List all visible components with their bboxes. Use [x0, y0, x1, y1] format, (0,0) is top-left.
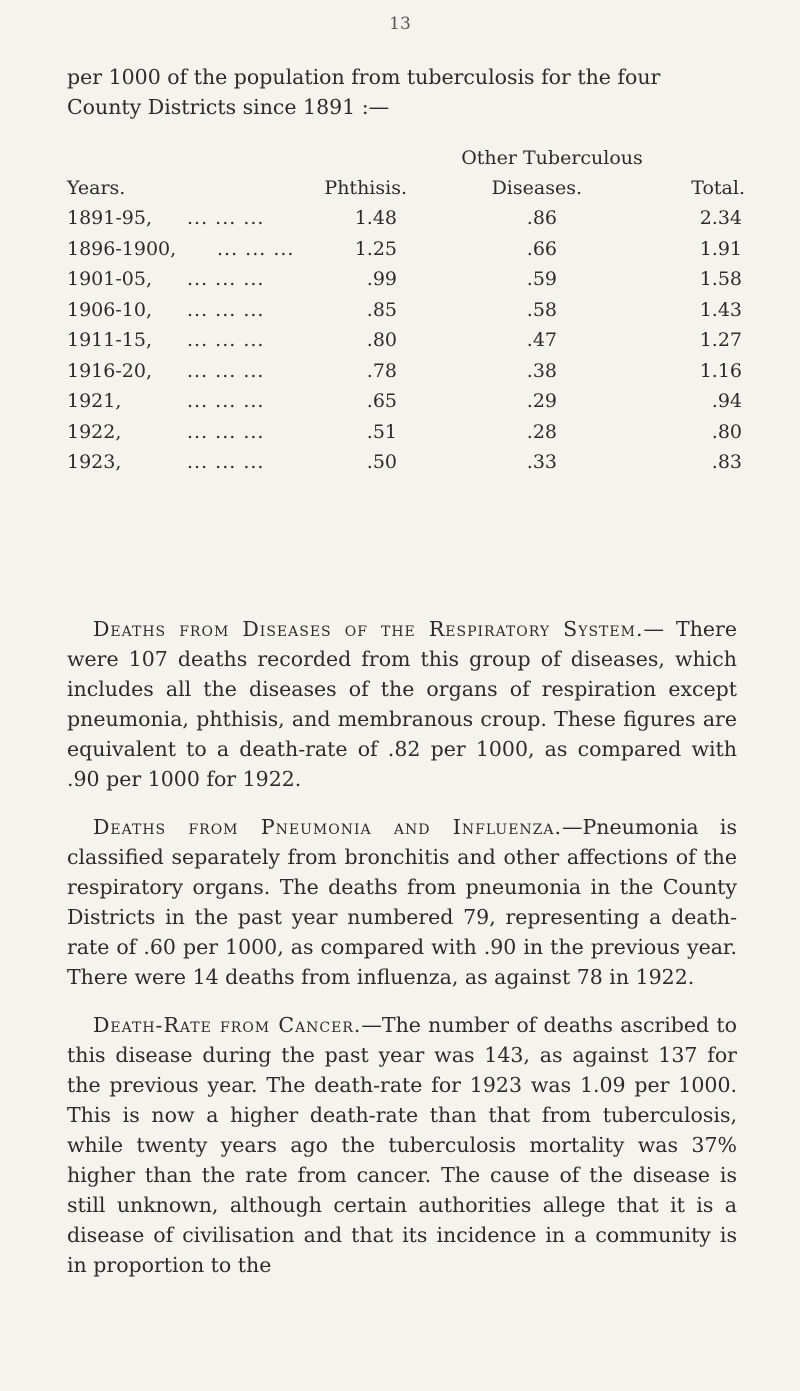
total-cell: .94 [711, 390, 742, 412]
table-row [67, 238, 747, 268]
section-body: —The number of deaths ascribed to this disease during the past year was 143, as against 137 for the previous year. The death-rate for 1923 was 1.09 per 1000. This is now a higher death-rate than that from tuberculosis, while twenty years ago the tuberculosis mortality was 37% higher than the rate from cancer. The cause of the disease is still unknown, although certain authorities allege that it is a disease of civilisation and that its incidence in a community is in proportion to the [67, 1013, 737, 1277]
other-diseases-cell: .86 [526, 207, 557, 229]
section-body: —Pneumonia is classified separately from bronchitis and other affections of the respiratory organs. The deaths from pneumonia in the County Districts in the past year numbered 79, representing a death-rate of .60 per 1000, as compared with .90 in the previous year. There were 14 deaths from influenza, as against 78 in 1922. [67, 815, 737, 989]
header-diseases: Diseases. [491, 177, 582, 199]
header-other-tuberculous: Other Tuberculous [461, 147, 643, 169]
table-row [67, 329, 747, 359]
section-pneumonia [67, 812, 737, 992]
total-cell: 1.27 [699, 329, 742, 351]
phthisis-cell: .78 [366, 359, 397, 382]
table-header-row [67, 177, 747, 207]
header-years: Years. [67, 177, 126, 199]
section-body: — There were 107 deaths recorded from this group of diseases, which includes all the diseases of the organs of respiration except pneumonia, phthisis, and membranous croup. These figures are equivalent to a death-rate of .82 per 1000, as compared with .90 per 1000 for 1922. [67, 617, 737, 791]
year-cell: 1921, [67, 390, 122, 412]
year-cell: 1923, [67, 451, 122, 473]
year-cell: 1922, [67, 420, 122, 443]
phthisis-cell: .50 [366, 451, 397, 473]
total-cell: 2.34 [699, 207, 742, 229]
table-row [67, 268, 747, 298]
total-cell: 1.16 [699, 359, 742, 382]
phthisis-cell: .80 [366, 329, 397, 351]
header-total: Total. [691, 177, 745, 199]
phthisis-cell: .51 [366, 420, 397, 443]
dot-leader: ... ... ... [187, 298, 265, 321]
total-cell: 1.58 [699, 268, 742, 290]
other-diseases-cell: .66 [526, 237, 557, 260]
year-cell: 1896-1900, [67, 237, 177, 260]
table-row [67, 451, 747, 481]
section-cancer [67, 1010, 737, 1280]
section-heading: Death-Rate from Cancer. [93, 1013, 362, 1037]
table-row [67, 299, 747, 329]
total-cell: 1.43 [699, 298, 742, 321]
year-cell: 1906-10, [67, 298, 152, 321]
table-row [67, 421, 747, 451]
page-number: 13 [389, 14, 411, 34]
body-text [67, 614, 737, 1298]
dot-leader: ... ... ... [187, 329, 265, 351]
dot-leader: ... ... ... [187, 390, 265, 412]
dot-leader: ... ... ... [187, 451, 265, 473]
table-row [67, 207, 747, 237]
year-cell: 1901-05, [67, 268, 152, 290]
other-diseases-cell: .47 [526, 329, 557, 351]
year-cell: 1891-95, [67, 207, 152, 229]
year-cell: 1911-15, [67, 329, 152, 351]
dot-leader: ... ... ... [187, 420, 265, 443]
other-diseases-cell: .59 [526, 268, 557, 290]
total-cell: 1.91 [699, 237, 742, 260]
table-row [67, 360, 747, 390]
phthisis-cell: .99 [366, 268, 397, 290]
table-row [67, 390, 747, 420]
table-header-group-row [67, 147, 747, 177]
year-cell: 1916-20, [67, 359, 152, 382]
phthisis-cell: .85 [366, 298, 397, 321]
dot-leader: ... ... ... [187, 268, 265, 290]
intro-text: per 1000 of the population from tuberculosis for the four County Districts since 1891 :— [67, 65, 661, 119]
other-diseases-cell: .28 [526, 420, 557, 443]
phthisis-cell: .65 [366, 390, 397, 412]
section-respiratory [67, 614, 737, 794]
other-diseases-cell: .33 [526, 451, 557, 473]
other-diseases-cell: .38 [526, 359, 557, 382]
phthisis-cell: 1.48 [354, 207, 397, 229]
header-phthisis: Phthisis. [324, 177, 407, 199]
other-diseases-cell: .29 [526, 390, 557, 412]
total-cell: .80 [711, 420, 742, 443]
total-cell: .83 [711, 451, 742, 473]
dot-leader: ... ... ... [187, 207, 265, 229]
dot-leader: ... ... ... [187, 359, 265, 382]
other-diseases-cell: .58 [526, 298, 557, 321]
section-heading: Deaths from Pneumonia and Influenza. [93, 815, 563, 839]
section-heading: Deaths from Diseases of the Respiratory System. [93, 617, 644, 641]
dot-leader: ... ... ... [217, 237, 295, 260]
phthisis-cell: 1.25 [354, 237, 397, 260]
